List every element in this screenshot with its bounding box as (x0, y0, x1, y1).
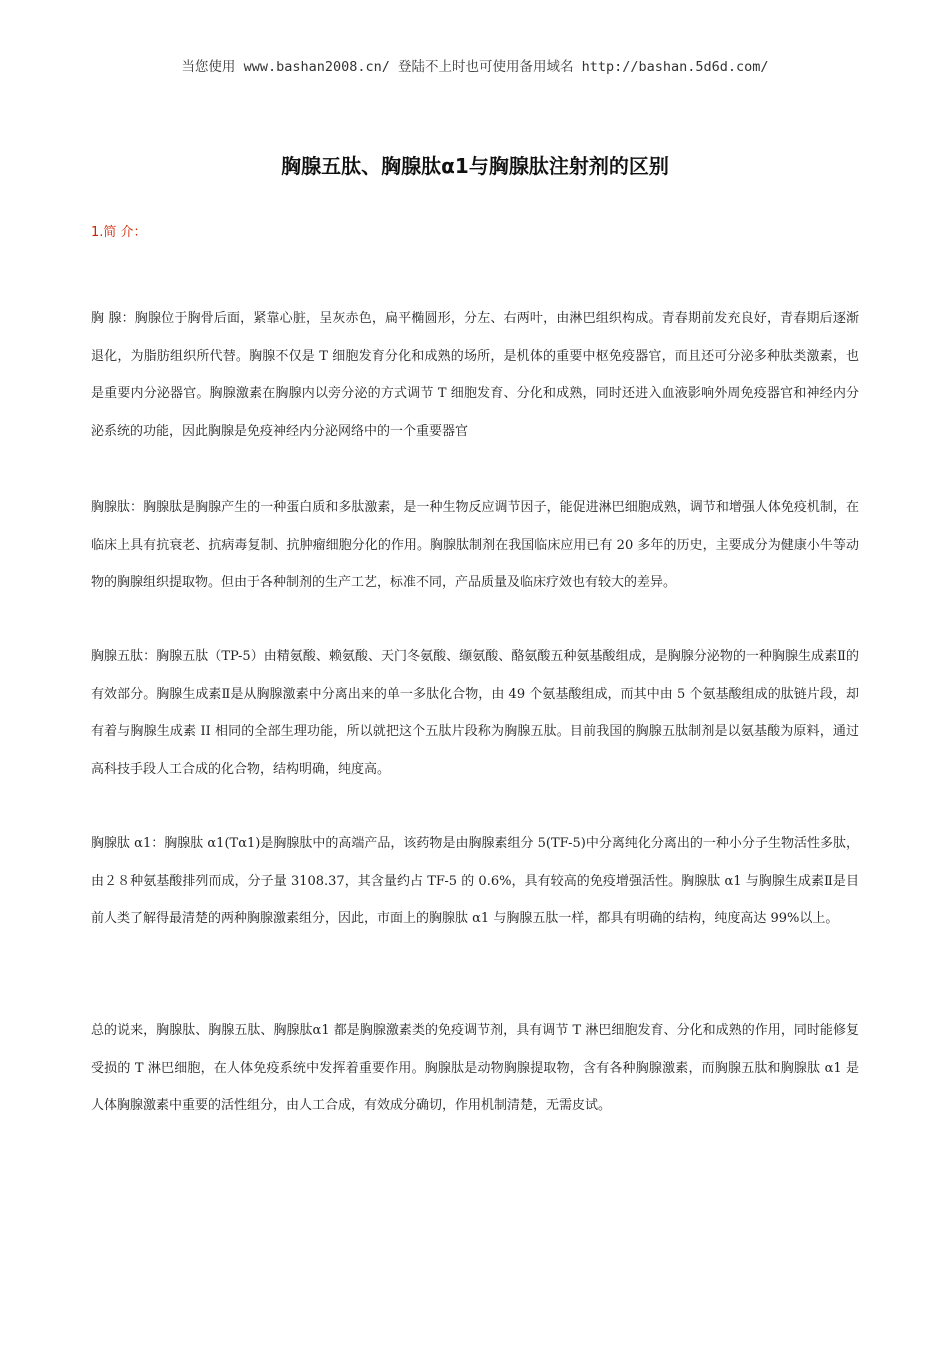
header-domain-note: 当您使用 www.bashan2008.cn/ 登陆不上时也可使用备用域名 http://bashan.5d6d.com/ (181, 59, 769, 75)
paragraph-summary: 总的说来，胸腺肽、胸腺五肽、胸腺肽α1 都是胸腺激素类的免疫调节剂，具有调节 T 淋巴细胞发育、分化和成熟的作用，同时能修复受损的 T 淋巴细胞，在人体免疫系统中发挥着重要作用。胸腺肽是动物胸腺提取物，含有各种胸腺激素，而胸腺五肽和胸腺肽 α1 是人体胸腺激素中重要的活性组分，由人工合成，有效成分确切，作用机制清楚，无需皮试。 (91, 1023, 859, 1113)
paragraph-thymus: 胸 腺：胸腺位于胸骨后面，紧靠心脏，呈灰赤色，扁平椭圆形，分左、右两叶，由淋巴组织构成。青春期前发充良好，青春期后逐渐退化，为脂肪组织所代替。胸腺不仅是 T 细胞发育分化和成熟的场所，是机体的重要中枢免疫器官，而且还可分泌多种肽类激素，也是重要内分泌器官。胸腺激素在胸腺内以旁分泌的方式调节 T 细胞发育、分化和成熟，同时还进入血液影响外周免疫器官和神经内分泌系统的功能，因此胸腺是免疫神经内分泌网络中的一个重要器官 (91, 311, 859, 439)
paragraph-thymosin: 胸腺肽：胸腺肽是胸腺产生的一种蛋白质和多肽激素，是一种生物反应调节因子，能促进淋巴细胞成熟，调节和增强人体免疫机制，在临床上具有抗衰老、抗病毒复制、抗肿瘤细胞分化的作用。胸腺肽制剂在我国临床应用已有 20 多年的历史，主要成分为健康小牛等动物的胸腺组织提取物。但由于各种制剂的生产工艺，标准不同，产品质量及临床疗效也有较大的差异。 (91, 500, 859, 590)
paragraph-thymosin-alpha1: 胸腺肽 α1：胸腺肽 α1(Tα1)是胸腺肽中的高端产品，该药物是由胸腺素组分 5(TF-5)中分离纯化分离出的一种小分子生物活性多肽，由２８种氨基酸排列而成，分子量 3108.37，其含量约占 TF-5 的 0.6%，具有较高的免疫增强活性。胸腺肽 α1 与胸腺生成素Ⅱ是目前人类了解得最清楚的两种胸腺激素组分，因此，市面上的胸腺肽 α1 与胸腺五肽一样，都具有明确的结构，纯度高达 99%以上。 (91, 836, 859, 926)
section-heading-intro: 1.简 介： (91, 225, 147, 240)
paragraph-thymopentin: 胸腺五肽：胸腺五肽（TP-5）由精氨酸、赖氨酸、天门冬氨酸、缬氨酸、酪氨酸五种氨基酸组成，是胸腺分泌物的一种胸腺生成素Ⅱ的有效部分。胸腺生成素Ⅱ是从胸腺激素中分离出来的单一多肽化合物，由 49 个氨基酸组成，而其中由 5 个氨基酸组成的肽链片段，却有着与胸腺生成素 II 相同的全部生理功能，所以就把这个五肽片段称为胸腺五肽。目前我国的胸腺五肽制剂是以氨基酸为原料，通过高科技手段人工合成的化合物，结构明确，纯度高。 (91, 649, 859, 777)
document-title: 胸腺五肽、胸腺肽α1与胸腺肽注射剂的区别 (281, 154, 669, 178)
